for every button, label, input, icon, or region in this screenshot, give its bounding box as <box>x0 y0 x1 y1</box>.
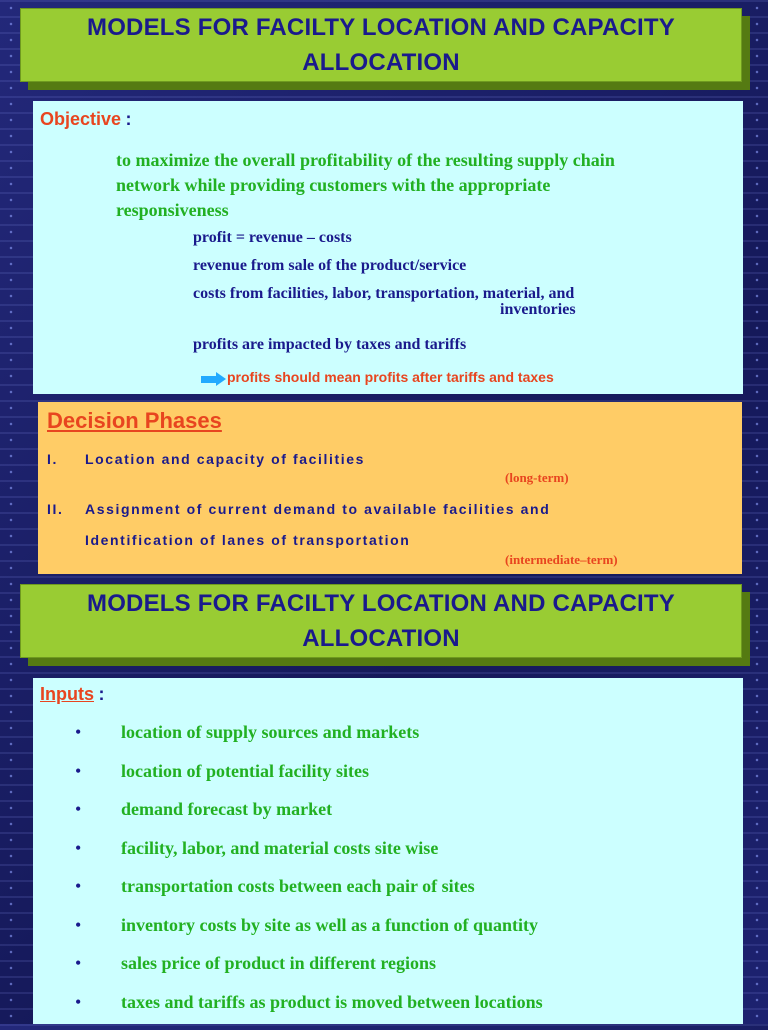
phase-2-text: Assignment of current demand to available facilities and <box>85 501 550 517</box>
objective-label: Objective <box>40 109 121 129</box>
slide2-title-banner <box>20 584 742 658</box>
costs-line-2: inventories <box>500 301 576 319</box>
bullet-icon: • <box>75 915 117 936</box>
slide1-title-line2: ALLOCATION <box>87 45 675 80</box>
list-item <box>75 915 543 954</box>
bullet-icon: • <box>75 838 117 859</box>
profits-note: profits should mean profits after tariffs and taxes <box>227 369 554 385</box>
list-item <box>75 992 543 1030</box>
list-item <box>75 722 543 761</box>
decision-phases-panel <box>38 402 742 574</box>
input-text: demand forecast by market <box>121 799 332 819</box>
inputs-label: Inputs <box>40 684 94 704</box>
inputs-panel <box>33 678 743 1024</box>
input-text: location of supply sources and markets <box>121 722 419 742</box>
list-item <box>75 876 543 915</box>
phase-2-term: (intermediate–term) <box>505 552 618 568</box>
bullet-icon: • <box>75 722 117 743</box>
objective-text <box>116 148 615 223</box>
objective-line-3: responsiveness <box>116 198 615 223</box>
list-item <box>75 838 543 877</box>
phase-2-number: II. <box>47 501 63 517</box>
phase-1-text: Location and capacity of facilities <box>85 451 365 467</box>
objective-line-1: to maximize the overall profitability of the resulting supply chain <box>116 148 615 173</box>
slide1-title-line1: MODELS FOR FACILTY LOCATION AND CAPACITY <box>87 10 675 45</box>
input-text: transportation costs between each pair of sites <box>121 876 475 896</box>
list-item <box>75 799 543 838</box>
arrow-right-icon <box>201 374 225 384</box>
list-item <box>75 761 543 800</box>
costs-line-1: costs from facilities, labor, transportation, material, and <box>193 285 574 303</box>
bullet-icon: • <box>75 876 117 897</box>
slide1-title-banner <box>20 8 742 82</box>
bullet-icon: • <box>75 953 117 974</box>
bullet-icon: • <box>75 799 117 820</box>
phase-1-term: (long-term) <box>505 470 569 486</box>
objective-panel <box>33 101 743 394</box>
inputs-heading <box>40 684 105 705</box>
slide1-title <box>87 10 675 80</box>
slide2-title <box>87 586 675 656</box>
objective-line-2: network while providing customers with the appropriate <box>116 173 615 198</box>
phase-2-text-2: Identification of lanes of transportation <box>85 532 410 548</box>
bullet-icon: • <box>75 992 117 1013</box>
decorative-dots-right <box>754 0 760 1024</box>
objective-colon: : <box>126 109 132 129</box>
input-text: location of potential facility sites <box>121 761 369 781</box>
revenue-line: revenue from sale of the product/service <box>193 257 466 275</box>
input-text: inventory costs by site as well as a function of quantity <box>121 915 538 935</box>
inputs-colon: : <box>99 684 105 704</box>
slide2-title-line1: MODELS FOR FACILTY LOCATION AND CAPACITY <box>87 586 675 621</box>
slide2-title-line2: ALLOCATION <box>87 621 675 656</box>
list-item <box>75 953 543 992</box>
inputs-list <box>75 722 543 1030</box>
phase-1-number: I. <box>47 451 58 467</box>
decorative-dots-left <box>8 0 14 1024</box>
profit-formula: profit = revenue – costs <box>193 229 352 247</box>
input-text: facility, labor, and material costs site wise <box>121 838 438 858</box>
bullet-icon: • <box>75 761 117 782</box>
taxes-line: profits are impacted by taxes and tariffs <box>193 336 466 354</box>
decision-phases-heading: Decision Phases <box>47 408 222 434</box>
input-text: taxes and tariffs as product is moved between locations <box>121 992 543 1012</box>
input-text: sales price of product in different regions <box>121 953 436 973</box>
objective-heading <box>40 109 132 130</box>
